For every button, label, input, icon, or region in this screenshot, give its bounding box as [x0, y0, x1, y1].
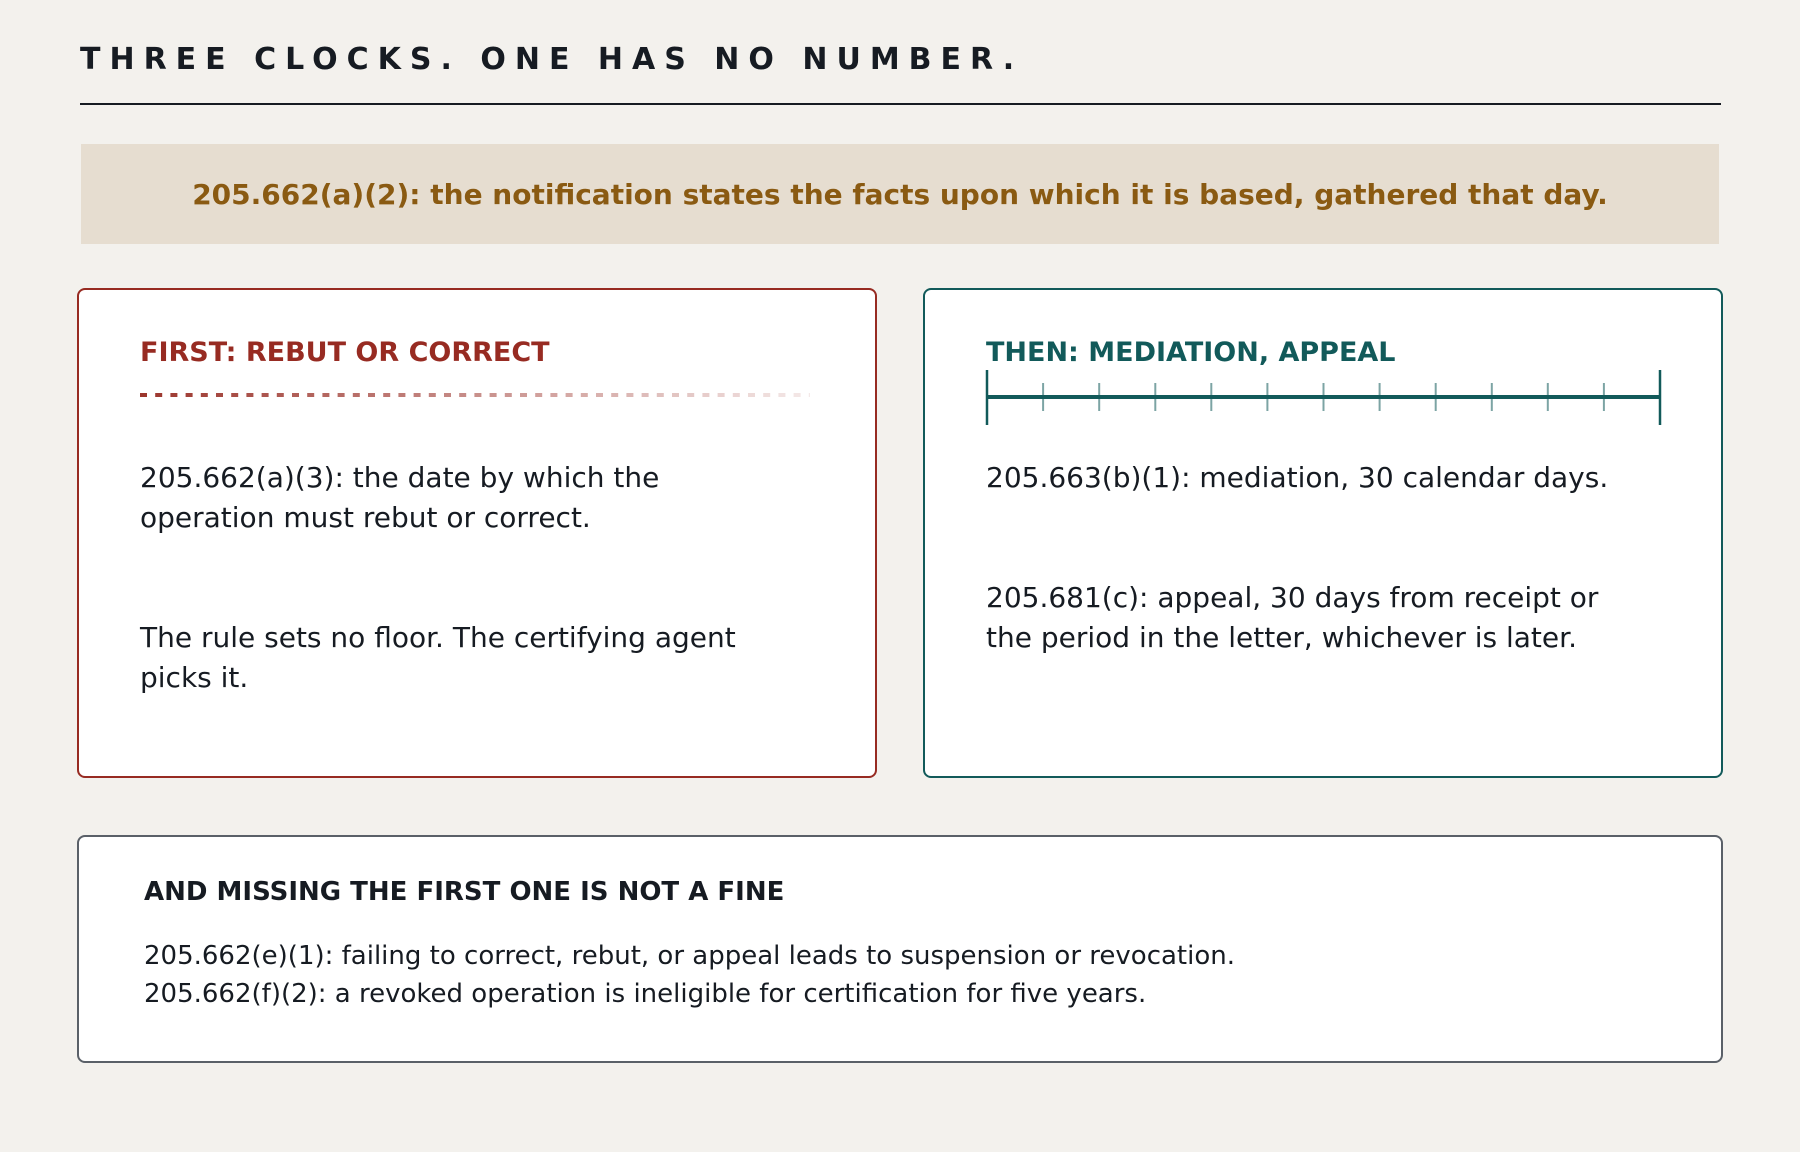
- dash-segment: [231, 393, 238, 397]
- dash-segment: [338, 393, 345, 397]
- dash-segment: [429, 393, 436, 397]
- first-clock-card: [77, 288, 877, 778]
- dash-segment: [657, 393, 664, 397]
- first-clock-heading: FIRST: REBUT OR CORRECT: [140, 337, 550, 368]
- dash-segment: [398, 393, 405, 397]
- appeal-text: 205.681(c): appeal, 30 days from receipt or the period in the letter, whichever is later.: [986, 581, 1599, 654]
- title-divider: [80, 103, 1721, 105]
- dash-segment: [809, 393, 810, 397]
- dash-segment: [778, 393, 785, 397]
- dash-segment: [170, 393, 177, 397]
- first-clock-rule-text: 205.662(a)(3): the date by which the operation must rebut or correct.: [140, 461, 660, 534]
- dash-segment: [292, 393, 299, 397]
- dash-segment: [581, 393, 588, 397]
- then-clock-card: [923, 288, 1723, 778]
- revocation-text: 205.662(f)(2): a revoked operation is ineligible for certification for five years.: [144, 979, 1147, 1009]
- dash-segment: [307, 393, 314, 397]
- dash-segment: [368, 393, 375, 397]
- dash-segment: [140, 393, 147, 397]
- suspension-text: 205.662(e)(1): failing to correct, rebut, or appeal leads to suspension or revocation.: [144, 941, 1235, 971]
- dash-segment: [459, 393, 466, 397]
- consequence-card: [77, 835, 1723, 1063]
- dash-segment: [505, 393, 512, 397]
- dash-segment: [611, 393, 618, 397]
- dash-segment: [596, 393, 603, 397]
- dash-segment: [201, 393, 208, 397]
- page-title: THREE CLOCKS. ONE HAS NO NUMBER.: [80, 42, 1024, 77]
- dash-segment: [490, 393, 497, 397]
- dash-segment: [535, 393, 542, 397]
- dash-segment: [262, 393, 269, 397]
- dash-segment: [246, 393, 253, 397]
- then-clock-heading: THEN: MEDIATION, APPEAL: [986, 337, 1396, 368]
- dash-segment: [520, 393, 527, 397]
- callout-banner: [81, 144, 1719, 244]
- dash-segment: [748, 393, 755, 397]
- fading-dashed-line: [140, 392, 810, 398]
- dash-segment: [642, 393, 649, 397]
- dash-segment: [763, 393, 770, 397]
- dash-segment: [672, 393, 679, 397]
- dash-segment: [718, 393, 725, 397]
- dash-segment: [794, 393, 801, 397]
- dash-segment: [277, 393, 284, 397]
- dash-segment: [566, 393, 573, 397]
- consequence-heading: AND MISSING THE FIRST ONE IS NOT A FINE: [144, 877, 785, 907]
- dash-segment: [322, 393, 329, 397]
- dash-segment: [733, 393, 740, 397]
- mediation-text: 205.663(b)(1): mediation, 30 calendar days.: [986, 461, 1609, 494]
- dash-segment: [186, 393, 193, 397]
- dash-segment: [155, 393, 162, 397]
- dash-segment: [474, 393, 481, 397]
- dash-segment: [353, 393, 360, 397]
- dash-segment: [702, 393, 709, 397]
- dash-segment: [550, 393, 557, 397]
- first-clock-note-text: The rule sets no floor. The certifying agent picks it.: [140, 621, 736, 694]
- dash-segment: [383, 393, 390, 397]
- day-scale-ruler: [985, 368, 1665, 428]
- dash-segment: [414, 393, 421, 397]
- dash-segment: [216, 393, 223, 397]
- callout-text: 205.662(a)(2): the notification states the facts upon which it is based, gathered that day.: [192, 177, 1608, 211]
- dash-segment: [444, 393, 451, 397]
- dash-segment: [626, 393, 633, 397]
- dash-segment: [687, 393, 694, 397]
